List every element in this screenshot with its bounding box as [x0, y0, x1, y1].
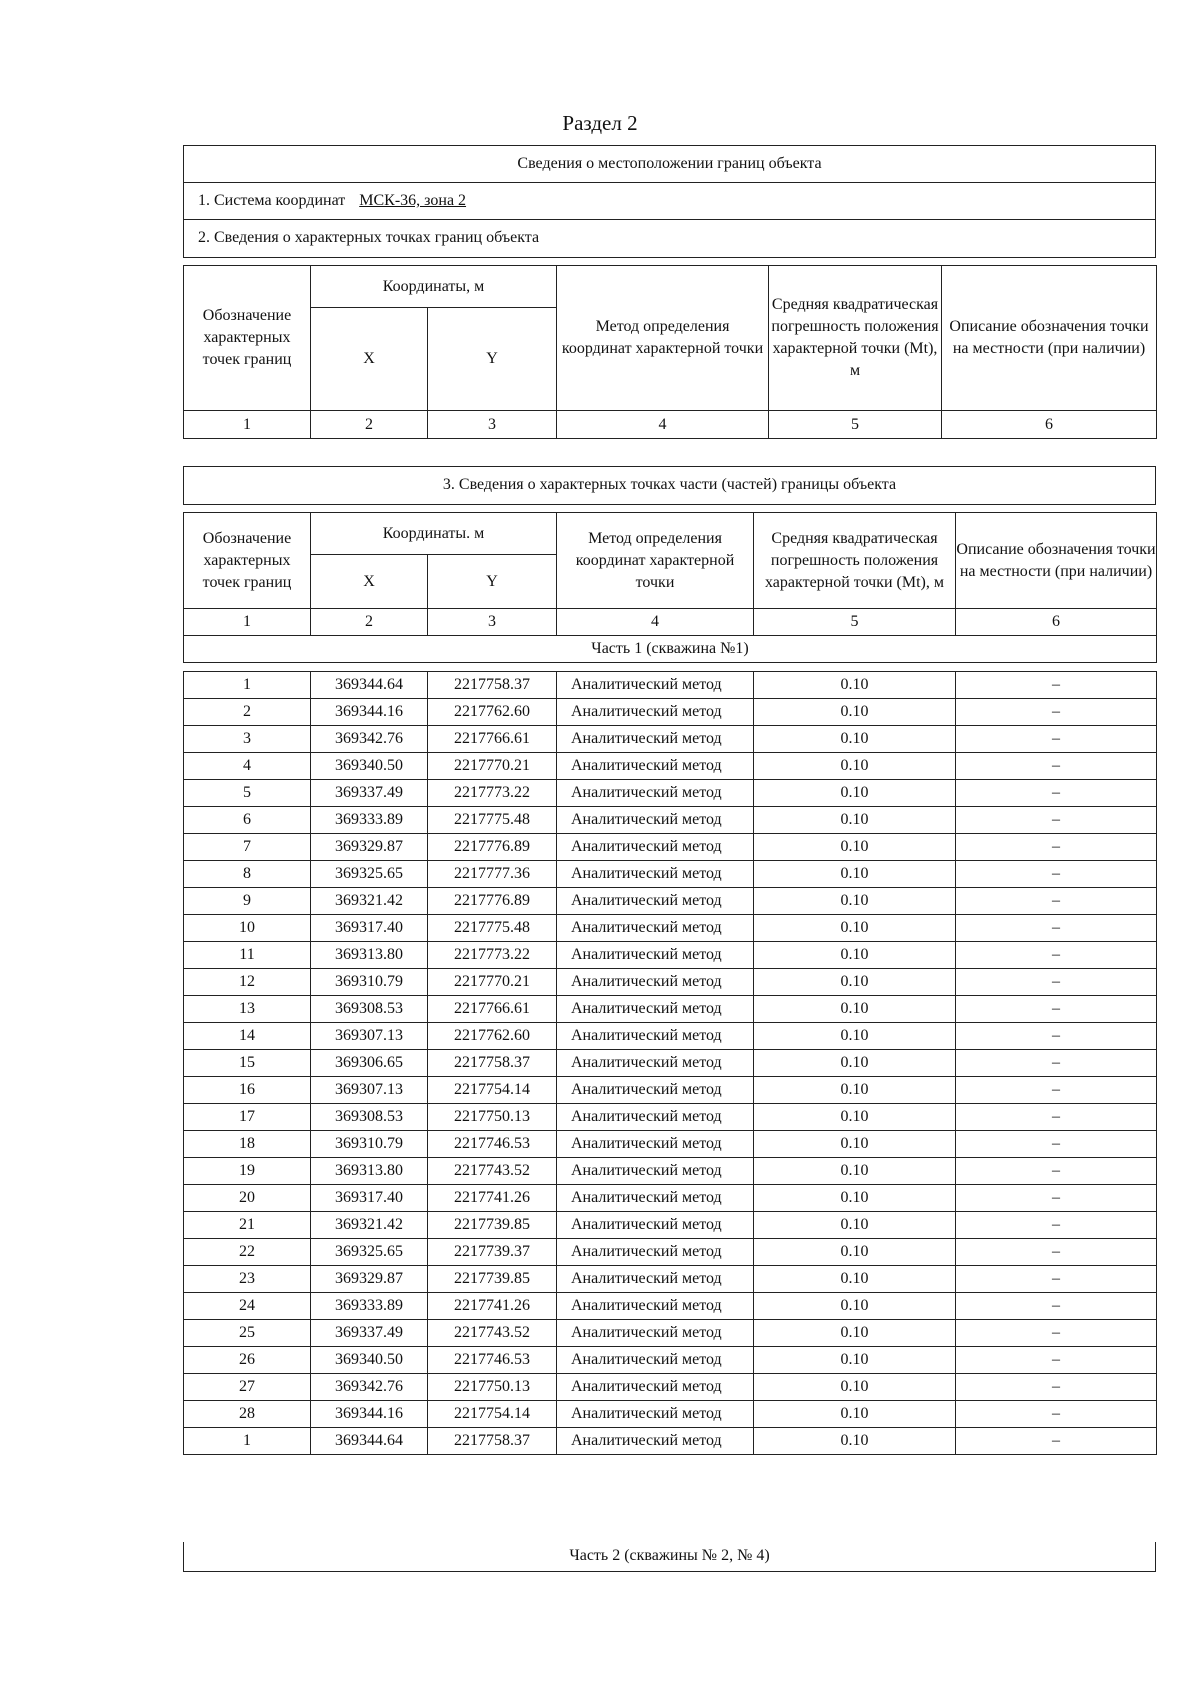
description-cell: –	[956, 1185, 1157, 1212]
method-cell: Аналитический метод	[557, 1347, 754, 1374]
x-coord-cell: 369308.53	[311, 996, 428, 1023]
y-coord-cell: 2217739.37	[428, 1239, 557, 1266]
point-number-cell: 20	[184, 1185, 311, 1212]
error-cell: 0.10	[754, 672, 956, 699]
x-coord-cell: 369310.79	[311, 969, 428, 996]
error-cell: 0.10	[754, 915, 956, 942]
col-number: 1	[184, 411, 311, 439]
method-cell: Аналитический метод	[557, 1401, 754, 1428]
method-cell: Аналитический метод	[557, 942, 754, 969]
method-cell: Аналитический метод	[557, 726, 754, 753]
col-number: 5	[769, 411, 942, 439]
description-cell: –	[956, 1212, 1157, 1239]
x-coord-cell: 369325.65	[311, 861, 428, 888]
point-number-cell: 2	[184, 699, 311, 726]
x-coord-cell: 369342.76	[311, 1374, 428, 1401]
coord-system-label: 1. Система координат	[198, 192, 346, 209]
error-cell: 0.10	[754, 861, 956, 888]
error-cell: 0.10	[754, 1320, 956, 1347]
table-row	[184, 1158, 1157, 1185]
method-cell: Аналитический метод	[557, 1104, 754, 1131]
method-cell: Аналитический метод	[557, 888, 754, 915]
table-row	[184, 780, 1157, 807]
y-coord-cell: 2217743.52	[428, 1158, 557, 1185]
y-coord-cell: 2217766.61	[428, 726, 557, 753]
method-cell: Аналитический метод	[557, 861, 754, 888]
point-number-cell: 28	[184, 1401, 311, 1428]
description-cell: –	[956, 1347, 1157, 1374]
y-coord-cell: 2217741.26	[428, 1185, 557, 1212]
x-coord-cell: 369310.79	[311, 1131, 428, 1158]
table-row	[184, 1185, 1157, 1212]
y-coord-cell: 2217758.37	[428, 1050, 557, 1077]
y-coord-cell: 2217770.21	[428, 969, 557, 996]
table-row	[184, 1131, 1157, 1158]
coord-system-row	[184, 183, 1155, 220]
x-coord-cell: 369333.89	[311, 807, 428, 834]
error-cell: 0.10	[754, 1428, 956, 1455]
point-number-cell: 25	[184, 1320, 311, 1347]
col-designation-header: Обозначение характерных точек границ	[184, 513, 311, 609]
y-coord-cell: 2217739.85	[428, 1266, 557, 1293]
y-coord-cell: 2217739.85	[428, 1212, 557, 1239]
description-cell: –	[956, 807, 1157, 834]
x-coord-cell: 369307.13	[311, 1077, 428, 1104]
description-cell: –	[956, 780, 1157, 807]
x-coord-cell: 369329.87	[311, 834, 428, 861]
error-cell: 0.10	[754, 1212, 956, 1239]
col-number: 6	[956, 609, 1157, 636]
error-cell: 0.10	[754, 942, 956, 969]
error-cell: 0.10	[754, 1023, 956, 1050]
table-row	[184, 915, 1157, 942]
col-number: 5	[754, 609, 956, 636]
description-cell: –	[956, 1131, 1157, 1158]
y-coord-cell: 2217776.89	[428, 834, 557, 861]
method-cell: Аналитический метод	[557, 1320, 754, 1347]
description-cell: –	[956, 1374, 1157, 1401]
col-designation-header: Обозначение характерных точек границ	[184, 266, 311, 411]
description-cell: –	[956, 1077, 1157, 1104]
method-cell: Аналитический метод	[557, 699, 754, 726]
description-cell: –	[956, 942, 1157, 969]
x-coord-cell: 369313.80	[311, 1158, 428, 1185]
table-row	[184, 942, 1157, 969]
error-cell: 0.10	[754, 1347, 956, 1374]
error-cell: 0.10	[754, 1050, 956, 1077]
x-coord-cell: 369344.64	[311, 1428, 428, 1455]
part-1-label: Часть 1 (скважина №1)	[184, 636, 1157, 663]
point-number-cell: 8	[184, 861, 311, 888]
point-number-cell: 3	[184, 726, 311, 753]
x-coord-cell: 369313.80	[311, 942, 428, 969]
description-cell: –	[956, 915, 1157, 942]
x-coord-cell: 369344.16	[311, 1401, 428, 1428]
table-row	[184, 1077, 1157, 1104]
method-cell: Аналитический метод	[557, 1374, 754, 1401]
y-coord-cell: 2217754.14	[428, 1401, 557, 1428]
part-points-header: 3. Сведения о характерных точках части (частей) границы объекта	[442, 476, 897, 493]
description-cell: –	[956, 1158, 1157, 1185]
table-row	[184, 1104, 1157, 1131]
y-coord-cell: 2217773.22	[428, 780, 557, 807]
description-cell: –	[956, 1104, 1157, 1131]
description-cell: –	[956, 699, 1157, 726]
table-row	[184, 807, 1157, 834]
error-cell: 0.10	[754, 1401, 956, 1428]
point-number-cell: 19	[184, 1158, 311, 1185]
table-row	[184, 699, 1157, 726]
table-row	[184, 1239, 1157, 1266]
error-cell: 0.10	[754, 1077, 956, 1104]
point-number-cell: 1	[184, 672, 311, 699]
table-row	[184, 996, 1157, 1023]
table-row	[184, 1320, 1157, 1347]
y-coord-cell: 2217746.53	[428, 1347, 557, 1374]
description-cell: –	[956, 969, 1157, 996]
table-row	[184, 861, 1157, 888]
error-cell: 0.10	[754, 1293, 956, 1320]
point-number-cell: 17	[184, 1104, 311, 1131]
error-cell: 0.10	[754, 996, 956, 1023]
description-cell: –	[956, 753, 1157, 780]
error-cell: 0.10	[754, 1131, 956, 1158]
points-label: 2. Сведения о характерных точках границ объекта	[198, 229, 540, 246]
section-title: Раздел 2	[562, 111, 638, 135]
y-coord-cell: 2217758.37	[428, 1428, 557, 1455]
point-number-cell: 23	[184, 1266, 311, 1293]
method-cell: Аналитический метод	[557, 1023, 754, 1050]
description-cell: –	[956, 1428, 1157, 1455]
point-number-cell: 12	[184, 969, 311, 996]
error-cell: 0.10	[754, 780, 956, 807]
method-cell: Аналитический метод	[557, 807, 754, 834]
y-coord-cell: 2217773.22	[428, 942, 557, 969]
method-cell: Аналитический метод	[557, 834, 754, 861]
y-coord-cell: 2217743.52	[428, 1320, 557, 1347]
table-row	[184, 1347, 1157, 1374]
col-x-header: X	[311, 308, 428, 411]
error-cell: 0.10	[754, 807, 956, 834]
x-coord-cell: 369340.50	[311, 1347, 428, 1374]
description-cell: –	[956, 1266, 1157, 1293]
x-coord-cell: 369342.76	[311, 726, 428, 753]
table-row	[184, 753, 1157, 780]
error-cell: 0.10	[754, 1266, 956, 1293]
description-cell: –	[956, 888, 1157, 915]
error-cell: 0.10	[754, 834, 956, 861]
error-cell: 0.10	[754, 726, 956, 753]
point-number-cell: 10	[184, 915, 311, 942]
description-cell: –	[956, 1239, 1157, 1266]
description-cell: –	[956, 1050, 1157, 1077]
point-number-cell: 21	[184, 1212, 311, 1239]
col-y-header: Y	[428, 555, 557, 609]
col-coords-header: Координаты. м	[311, 513, 557, 555]
point-number-cell: 6	[184, 807, 311, 834]
description-cell: –	[956, 1320, 1157, 1347]
x-coord-cell: 369329.87	[311, 1266, 428, 1293]
x-coord-cell: 369306.65	[311, 1050, 428, 1077]
table-row	[184, 888, 1157, 915]
point-number-cell: 26	[184, 1347, 311, 1374]
x-coord-cell: 369340.50	[311, 753, 428, 780]
y-coord-cell: 2217762.60	[428, 699, 557, 726]
col-desc-header: Описание обозначения точки на местности (при наличии)	[942, 266, 1157, 411]
description-cell: –	[956, 1293, 1157, 1320]
x-coord-cell: 369333.89	[311, 1293, 428, 1320]
part-points-box	[183, 466, 1156, 505]
error-cell: 0.10	[754, 753, 956, 780]
col-number: 2	[311, 609, 428, 636]
table-row	[184, 1212, 1157, 1239]
point-number-cell: 7	[184, 834, 311, 861]
col-number: 1	[184, 609, 311, 636]
error-cell: 0.10	[754, 888, 956, 915]
col-method-header: Метод определения координат характерной точки	[557, 266, 769, 411]
description-cell: –	[956, 1401, 1157, 1428]
description-cell: –	[956, 834, 1157, 861]
x-coord-cell: 369317.40	[311, 915, 428, 942]
y-coord-cell: 2217777.36	[428, 861, 557, 888]
method-cell: Аналитический метод	[557, 1077, 754, 1104]
x-coord-cell: 369325.65	[311, 1239, 428, 1266]
coord-system-value: МСК-36, зона 2	[359, 192, 467, 209]
y-coord-cell: 2217746.53	[428, 1131, 557, 1158]
point-number-cell: 5	[184, 780, 311, 807]
point-number-cell: 14	[184, 1023, 311, 1050]
table-row	[184, 1401, 1157, 1428]
method-cell: Аналитический метод	[557, 915, 754, 942]
point-number-cell: 18	[184, 1131, 311, 1158]
method-cell: Аналитический метод	[557, 1239, 754, 1266]
method-cell: Аналитический метод	[557, 1293, 754, 1320]
point-number-cell: 4	[184, 753, 311, 780]
part-1-points-table	[183, 671, 1157, 1455]
error-cell: 0.10	[754, 1374, 956, 1401]
part-points-table	[183, 512, 1157, 663]
method-cell: Аналитический метод	[557, 753, 754, 780]
point-number-cell: 22	[184, 1239, 311, 1266]
col-number: 2	[311, 411, 428, 439]
table-row	[184, 1023, 1157, 1050]
point-number-cell: 16	[184, 1077, 311, 1104]
location-info-box	[183, 145, 1156, 258]
col-number: 3	[428, 411, 557, 439]
table-row	[184, 1050, 1157, 1077]
x-coord-cell: 369307.13	[311, 1023, 428, 1050]
description-cell: –	[956, 1023, 1157, 1050]
method-cell: Аналитический метод	[557, 1050, 754, 1077]
point-number-cell: 27	[184, 1374, 311, 1401]
point-number-cell: 9	[184, 888, 311, 915]
col-desc-header: Описание обозначения точки на местности (при наличии)	[956, 513, 1157, 609]
x-coord-cell: 369321.42	[311, 888, 428, 915]
y-coord-cell: 2217741.26	[428, 1293, 557, 1320]
table-row	[184, 1293, 1157, 1320]
col-number: 6	[942, 411, 1157, 439]
error-cell: 0.10	[754, 699, 956, 726]
method-cell: Аналитический метод	[557, 1212, 754, 1239]
part-2-label: Часть 2 (скважины № 2, № 4)	[183, 1542, 1156, 1572]
table-row	[184, 1428, 1157, 1455]
location-info-header: Сведения о местоположении границ объекта	[184, 146, 1155, 183]
point-number-cell: 11	[184, 942, 311, 969]
x-coord-cell: 369308.53	[311, 1104, 428, 1131]
col-x-header: X	[311, 555, 428, 609]
x-coord-cell: 369337.49	[311, 780, 428, 807]
method-cell: Аналитический метод	[557, 1428, 754, 1455]
point-number-cell: 13	[184, 996, 311, 1023]
y-coord-cell: 2217770.21	[428, 753, 557, 780]
y-coord-cell: 2217758.37	[428, 672, 557, 699]
part-1-rows	[184, 672, 1157, 1455]
col-y-header: Y	[428, 308, 557, 411]
point-number-cell: 24	[184, 1293, 311, 1320]
y-coord-cell: 2217762.60	[428, 1023, 557, 1050]
y-coord-cell: 2217750.13	[428, 1104, 557, 1131]
error-cell: 0.10	[754, 1158, 956, 1185]
col-number: 4	[557, 411, 769, 439]
y-coord-cell: 2217750.13	[428, 1374, 557, 1401]
method-cell: Аналитический метод	[557, 1158, 754, 1185]
boundary-points-table	[183, 265, 1157, 439]
point-number-cell: 1	[184, 1428, 311, 1455]
method-cell: Аналитический метод	[557, 969, 754, 996]
x-coord-cell: 369344.64	[311, 672, 428, 699]
description-cell: –	[956, 726, 1157, 753]
description-cell: –	[956, 672, 1157, 699]
table-row	[184, 969, 1157, 996]
method-cell: Аналитический метод	[557, 1131, 754, 1158]
error-cell: 0.10	[754, 1104, 956, 1131]
y-coord-cell: 2217775.48	[428, 807, 557, 834]
x-coord-cell: 369321.42	[311, 1212, 428, 1239]
col-method-header: Метод определения координат характерной точки	[557, 513, 754, 609]
y-coord-cell: 2217775.48	[428, 915, 557, 942]
method-cell: Аналитический метод	[557, 1185, 754, 1212]
table-row	[184, 726, 1157, 753]
col-number: 4	[557, 609, 754, 636]
col-number: 3	[428, 609, 557, 636]
y-coord-cell: 2217766.61	[428, 996, 557, 1023]
x-coord-cell: 369344.16	[311, 699, 428, 726]
col-error-header: Средняя квадратическая погрешность положения характерной точки (Mt), м	[754, 513, 956, 609]
y-coord-cell: 2217754.14	[428, 1077, 557, 1104]
method-cell: Аналитический метод	[557, 1266, 754, 1293]
method-cell: Аналитический метод	[557, 672, 754, 699]
table-row	[184, 672, 1157, 699]
description-cell: –	[956, 861, 1157, 888]
y-coord-cell: 2217776.89	[428, 888, 557, 915]
table-row	[184, 1374, 1157, 1401]
table-row	[184, 1266, 1157, 1293]
method-cell: Аналитический метод	[557, 996, 754, 1023]
error-cell: 0.10	[754, 1185, 956, 1212]
x-coord-cell: 369337.49	[311, 1320, 428, 1347]
col-error-header: Средняя квадратическая погрешность положения характерной точки (Mt), м	[769, 266, 942, 411]
method-cell: Аналитический метод	[557, 780, 754, 807]
description-cell: –	[956, 996, 1157, 1023]
point-number-cell: 15	[184, 1050, 311, 1077]
x-coord-cell: 369317.40	[311, 1185, 428, 1212]
table-row	[184, 834, 1157, 861]
col-coords-header: Координаты, м	[311, 266, 557, 308]
error-cell: 0.10	[754, 1239, 956, 1266]
error-cell: 0.10	[754, 969, 956, 996]
